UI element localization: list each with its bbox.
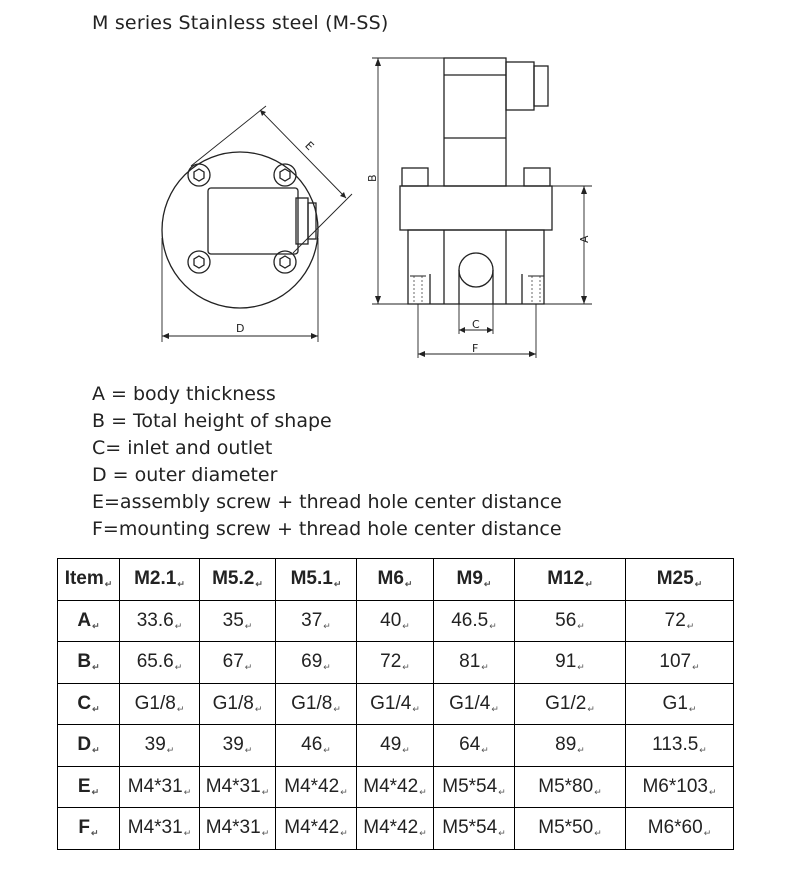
table-cell-text: 56 — [555, 609, 577, 631]
table-cell — [515, 725, 626, 767]
table-cell — [626, 766, 734, 808]
table-cell-text: 69 — [301, 651, 323, 673]
paragraph-mark: ↵ — [498, 786, 506, 797]
paragraph-mark: ↵ — [708, 786, 717, 797]
header-model-m5-1-text: M5.1 — [290, 568, 333, 590]
paragraph-mark: ↵ — [104, 579, 113, 590]
dim-label-e: E — [302, 138, 317, 154]
row-label-e — [58, 766, 120, 808]
table-cell — [200, 600, 276, 642]
table-cell — [120, 808, 200, 850]
paragraph-mark: ↵ — [489, 620, 497, 631]
table-cell — [515, 683, 626, 725]
paragraph-mark: ↵ — [703, 828, 712, 839]
table-cell-text: 35 — [222, 609, 244, 631]
table-cell-text: M4*31 — [127, 775, 183, 797]
spec-table — [57, 558, 734, 850]
paragraph-mark: ↵ — [91, 828, 99, 839]
table-cell-text: G1/8 — [291, 692, 333, 714]
paragraph-mark: ↵ — [183, 786, 192, 797]
table-cell-text: M4*42 — [363, 775, 419, 797]
paragraph-mark: ↵ — [699, 745, 707, 756]
paragraph-mark: ↵ — [585, 579, 593, 590]
table-cell-text: G1/8 — [134, 692, 176, 714]
paragraph-mark: ↵ — [498, 828, 506, 839]
header-model-m9 — [434, 559, 515, 601]
dim-label-c: C — [472, 318, 480, 331]
table-cell-text: 67 — [222, 651, 244, 673]
table-cell — [200, 725, 276, 767]
row-label-b-text: B — [77, 651, 92, 673]
row-label-f — [58, 808, 120, 850]
table-cell — [626, 725, 734, 767]
paragraph-mark: ↵ — [254, 703, 263, 714]
paragraph-mark: ↵ — [577, 620, 585, 631]
table-row-d — [58, 725, 734, 767]
side-view-port — [459, 253, 493, 287]
paragraph-mark: ↵ — [594, 828, 602, 839]
table-cell — [276, 725, 357, 767]
row-label-c — [58, 683, 120, 725]
paragraph-mark: ↵ — [323, 745, 331, 756]
table-cell — [120, 766, 200, 808]
paragraph-mark: ↵ — [402, 745, 410, 756]
paragraph-mark: ↵ — [340, 786, 348, 797]
header-model-m12 — [515, 559, 626, 601]
table-cell — [200, 683, 276, 725]
paragraph-mark: ↵ — [261, 828, 270, 839]
row-label-e-text: E — [77, 775, 91, 797]
table-cell — [434, 808, 515, 850]
paragraph-mark: ↵ — [594, 786, 602, 797]
table-cell — [276, 683, 357, 725]
header-item-text: Item — [64, 568, 104, 590]
table-cell-text: 65.6 — [136, 651, 174, 673]
table-cell — [357, 600, 434, 642]
table-cell — [276, 808, 357, 850]
table-cell-text: M6*60 — [647, 817, 703, 839]
table-header-row — [58, 559, 734, 601]
paragraph-mark: ↵ — [333, 703, 341, 714]
paragraph-mark: ↵ — [412, 703, 420, 714]
paragraph-mark: ↵ — [686, 620, 695, 631]
header-model-m5-2-text: M5.2 — [212, 568, 255, 590]
screw-hole-tr — [274, 164, 296, 186]
side-view-connector — [444, 58, 506, 186]
paragraph-mark: ↵ — [577, 662, 585, 673]
table-cell — [434, 725, 515, 767]
paragraph-mark: ↵ — [587, 703, 595, 714]
table-cell — [434, 766, 515, 808]
table-cell — [434, 642, 515, 684]
table-cell-text: 91 — [555, 651, 577, 673]
table-cell-text: M4*42 — [284, 817, 340, 839]
table-cell-text: M4*42 — [363, 817, 419, 839]
page-title: M series Stainless steel (M-SS) — [92, 12, 389, 34]
table-cell — [626, 808, 734, 850]
paragraph-mark: ↵ — [176, 703, 185, 714]
table-cell-text: M5*80 — [538, 775, 594, 797]
table-cell — [276, 766, 357, 808]
paragraph-mark: ↵ — [91, 786, 100, 797]
paragraph-mark: ↵ — [491, 703, 499, 714]
table-cell-text: 39 — [222, 734, 244, 756]
table-cell-text: M5*54 — [442, 817, 498, 839]
table-cell — [434, 683, 515, 725]
paragraph-mark: ↵ — [92, 620, 100, 631]
paragraph-mark: ↵ — [694, 579, 703, 590]
side-view-body — [400, 186, 552, 230]
technical-drawing — [150, 50, 610, 375]
table-cell — [120, 642, 200, 684]
dim-label-b: B — [366, 174, 379, 182]
table-cell-text: M5*54 — [442, 775, 498, 797]
table-cell — [200, 642, 276, 684]
table-cell-text: 49 — [380, 734, 402, 756]
paragraph-mark: ↵ — [244, 620, 253, 631]
paragraph-mark: ↵ — [261, 786, 270, 797]
row-label-a — [58, 600, 120, 642]
table-cell-text: G1/4 — [370, 692, 412, 714]
table-cell-text: G1 — [662, 692, 688, 714]
paragraph-mark: ↵ — [255, 579, 263, 590]
table-cell — [515, 642, 626, 684]
table-cell — [120, 600, 200, 642]
table-row-c — [58, 683, 734, 725]
paragraph-mark: ↵ — [92, 703, 100, 714]
table-cell-text: 37 — [301, 609, 323, 631]
table-cell-text: 113.5 — [652, 734, 699, 756]
paragraph-mark: ↵ — [402, 620, 410, 631]
table-cell — [200, 766, 276, 808]
table-cell-text: M4*31 — [127, 817, 183, 839]
table-cell-text: M6*103 — [642, 775, 708, 797]
paragraph-mark: ↵ — [174, 620, 183, 631]
paragraph-mark: ↵ — [340, 828, 348, 839]
table-cell-text: 39 — [144, 734, 166, 756]
screw-hole-bl — [188, 251, 210, 273]
paragraph-mark: ↵ — [166, 745, 175, 756]
table-cell-text: M4*31 — [205, 775, 261, 797]
table-cell — [120, 683, 200, 725]
header-item — [58, 559, 120, 601]
table-cell-text: 89 — [555, 734, 577, 756]
row-label-b — [58, 642, 120, 684]
table-cell — [276, 642, 357, 684]
paragraph-mark: ↵ — [244, 662, 253, 673]
paragraph-mark: ↵ — [92, 745, 100, 756]
paragraph-mark: ↵ — [692, 662, 700, 673]
table-cell — [626, 642, 734, 684]
paragraph-mark: ↵ — [244, 745, 253, 756]
table-cell-text: M4*31 — [205, 817, 261, 839]
paragraph-mark: ↵ — [92, 662, 100, 673]
table-cell-text: 40 — [380, 609, 402, 631]
dim-label-d: D — [236, 322, 245, 335]
header-model-m6-text: M6 — [377, 568, 404, 590]
table-cell — [276, 600, 357, 642]
table-cell — [357, 766, 434, 808]
header-model-m2-1 — [120, 559, 200, 601]
legend-line-b: B = Total height of shape — [92, 410, 332, 432]
legend-line-f: F=mounting screw + thread hole center distance — [92, 518, 562, 540]
table-row-e — [58, 766, 734, 808]
table-cell — [515, 600, 626, 642]
header-model-m25-text: M25 — [656, 568, 694, 590]
table-cell — [200, 808, 276, 850]
paragraph-mark: ↵ — [419, 828, 427, 839]
table-cell-text: 81 — [459, 651, 481, 673]
paragraph-mark: ↵ — [323, 662, 331, 673]
table-cell-text: 64 — [459, 734, 481, 756]
dimension-legend — [92, 381, 562, 543]
paragraph-mark: ↵ — [404, 579, 413, 590]
table-cell-text: 46 — [301, 734, 323, 756]
dim-label-a: A — [578, 235, 591, 243]
paragraph-mark: ↵ — [483, 579, 492, 590]
legend-line-d: D = outer diameter — [92, 464, 278, 486]
row-label-d-text: D — [77, 734, 92, 756]
header-model-m2-1-text: M2.1 — [134, 568, 177, 590]
table-cell-text: G1/8 — [212, 692, 254, 714]
paragraph-mark: ↵ — [174, 662, 183, 673]
table-cell — [515, 766, 626, 808]
table-cell — [357, 725, 434, 767]
dim-label-f: F — [472, 342, 479, 355]
header-model-m5-1 — [276, 559, 357, 601]
table-cell-text: 107 — [659, 651, 692, 673]
paragraph-mark: ↵ — [577, 745, 585, 756]
legend-line-c: C= inlet and outlet — [92, 437, 273, 459]
table-cell — [357, 808, 434, 850]
paragraph-mark: ↵ — [688, 703, 697, 714]
table-cell-text: M5*50 — [538, 817, 594, 839]
table-cell — [515, 808, 626, 850]
paragraph-mark: ↵ — [333, 579, 342, 590]
table-cell — [626, 683, 734, 725]
table-cell-text: 33.6 — [136, 609, 174, 631]
paragraph-mark: ↵ — [402, 662, 410, 673]
row-label-c-text: C — [77, 692, 92, 714]
table-row-a — [58, 600, 734, 642]
top-view-center-block — [208, 188, 298, 254]
table-cell-text: G1/2 — [545, 692, 587, 714]
header-model-m9-text: M9 — [456, 568, 483, 590]
top-view-body — [162, 152, 318, 308]
paragraph-mark: ↵ — [183, 828, 192, 839]
row-label-a-text: A — [77, 609, 92, 631]
table-cell-text: 72 — [380, 651, 402, 673]
row-label-d — [58, 725, 120, 767]
table-cell — [120, 725, 200, 767]
paragraph-mark: ↵ — [323, 620, 331, 631]
table-cell-text: 46.5 — [451, 609, 489, 631]
table-cell-text: G1/4 — [449, 692, 491, 714]
paragraph-mark: ↵ — [177, 579, 185, 590]
table-cell-text: 72 — [664, 609, 686, 631]
screw-hole-tl — [188, 164, 210, 186]
header-model-m6 — [357, 559, 434, 601]
header-model-m25 — [626, 559, 734, 601]
table-cell — [626, 600, 734, 642]
row-label-f-text: F — [78, 817, 91, 839]
table-cell — [357, 683, 434, 725]
header-model-m5-2 — [200, 559, 276, 601]
table-cell-text: M4*42 — [284, 775, 340, 797]
table-cell — [434, 600, 515, 642]
legend-line-e: E=assembly screw + thread hole center distance — [92, 491, 562, 513]
table-row-f — [58, 808, 734, 850]
table-cell — [357, 642, 434, 684]
paragraph-mark: ↵ — [481, 662, 489, 673]
header-model-m12-text: M12 — [547, 568, 585, 590]
legend-line-a: A = body thickness — [92, 383, 276, 405]
paragraph-mark: ↵ — [419, 786, 427, 797]
table-row-b — [58, 642, 734, 684]
paragraph-mark: ↵ — [481, 745, 489, 756]
